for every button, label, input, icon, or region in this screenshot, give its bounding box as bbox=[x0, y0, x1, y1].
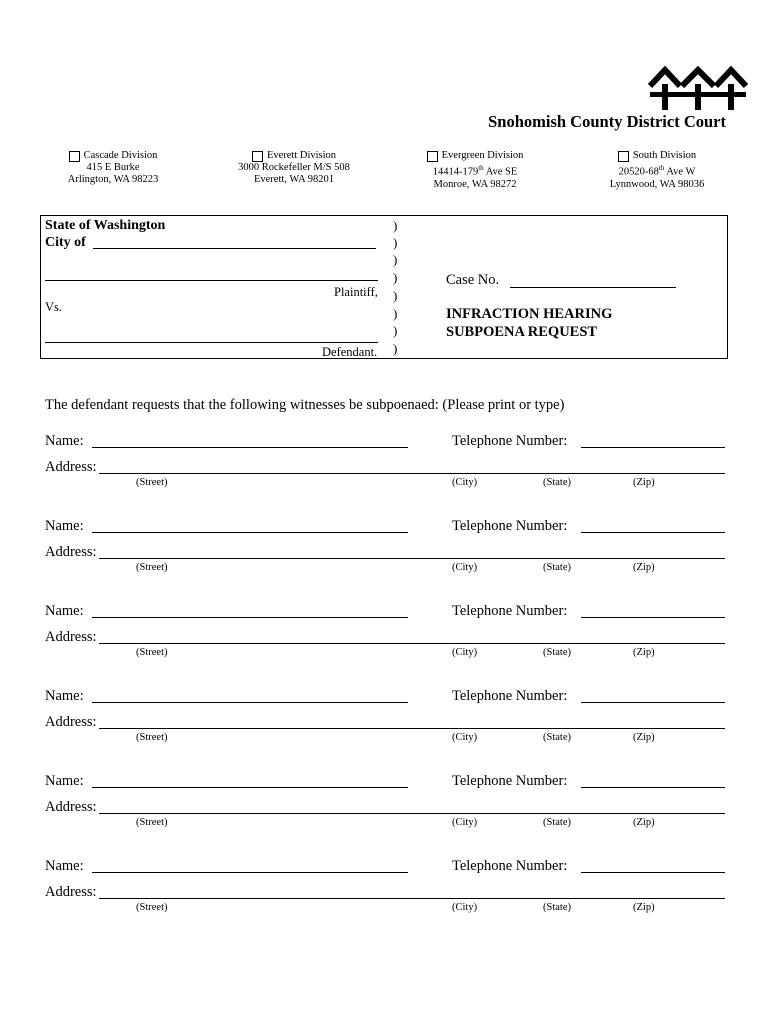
division-name: Everett Division bbox=[266, 150, 337, 161]
telephone-label: Telephone Number: bbox=[452, 773, 568, 789]
street-caption: (Street) bbox=[136, 647, 168, 658]
cascade-checkbox[interactable] bbox=[69, 151, 80, 162]
witness-telephone-field[interactable] bbox=[581, 702, 725, 703]
state-caption: (State) bbox=[543, 647, 571, 658]
case-no-field[interactable] bbox=[510, 287, 676, 288]
evergreen-checkbox[interactable] bbox=[427, 151, 438, 162]
court-name: Snohomish County District Court bbox=[488, 112, 726, 131]
zip-caption: (Zip) bbox=[633, 562, 655, 573]
address-label: Address: bbox=[45, 459, 97, 475]
city-caption: (City) bbox=[452, 817, 478, 828]
division-address2: Arlington, WA 98223 bbox=[67, 174, 159, 185]
city-caption: (City) bbox=[452, 647, 478, 658]
caption-paren: ) bbox=[393, 341, 398, 356]
city-caption: (City) bbox=[452, 562, 478, 573]
witness-telephone-field[interactable] bbox=[581, 532, 725, 533]
name-label: Name: bbox=[45, 688, 84, 704]
telephone-label: Telephone Number: bbox=[452, 688, 568, 704]
city-caption: (City) bbox=[452, 902, 478, 913]
street-caption: (Street) bbox=[136, 902, 168, 913]
division-address2: Monroe, WA 98272 bbox=[433, 178, 517, 190]
doc-title-line1: INFRACTION HEARING bbox=[446, 306, 613, 322]
plaintiff-field[interactable] bbox=[45, 280, 378, 281]
city-caption: (City) bbox=[452, 732, 478, 743]
state-caption: (State) bbox=[543, 562, 571, 573]
request-instructions: The defendant requests that the following witnesses be subpoenaed: (Please print or type) bbox=[45, 397, 565, 413]
state-caption: (State) bbox=[543, 817, 571, 828]
address-label: Address: bbox=[45, 799, 97, 815]
defendant-label: Defendant. bbox=[322, 345, 378, 359]
witness-telephone-field[interactable] bbox=[581, 447, 725, 448]
witness-name-field[interactable] bbox=[92, 617, 408, 618]
city-field[interactable] bbox=[93, 248, 376, 249]
state-caption: (State) bbox=[543, 902, 571, 913]
city-label: City of bbox=[45, 235, 86, 250]
division-address2: Everett, WA 98201 bbox=[253, 174, 334, 185]
zip-caption: (Zip) bbox=[633, 817, 655, 828]
caption-paren: ) bbox=[393, 270, 398, 285]
zip-caption: (Zip) bbox=[633, 647, 655, 658]
name-label: Name: bbox=[45, 433, 84, 449]
name-label: Name: bbox=[45, 773, 84, 789]
division-evergreen bbox=[412, 150, 538, 191]
division-address1: 14414-179th Ave SE bbox=[432, 164, 518, 178]
street-caption: (Street) bbox=[136, 562, 168, 573]
witness-address-field[interactable] bbox=[99, 898, 725, 899]
division-address1: 20520-68th Ave W bbox=[618, 164, 696, 178]
name-label: Name: bbox=[45, 603, 84, 619]
division-cascade bbox=[50, 150, 176, 186]
division-name: South Division bbox=[632, 150, 697, 161]
address-label: Address: bbox=[45, 629, 97, 645]
witness-name-field[interactable] bbox=[92, 872, 408, 873]
defendant-field[interactable] bbox=[45, 342, 378, 343]
witness-address-field[interactable] bbox=[99, 728, 725, 729]
street-caption: (Street) bbox=[136, 817, 168, 828]
witness-name-field[interactable] bbox=[92, 702, 408, 703]
zip-caption: (Zip) bbox=[633, 477, 655, 488]
witness-telephone-field[interactable] bbox=[581, 617, 725, 618]
telephone-label: Telephone Number: bbox=[452, 603, 568, 619]
plaintiff-label: Plaintiff, bbox=[334, 285, 378, 299]
witness-address-field[interactable] bbox=[99, 558, 725, 559]
name-label: Name: bbox=[45, 858, 84, 874]
division-address1: 3000 Rockefeller M/S 508 bbox=[238, 162, 350, 173]
zip-caption: (Zip) bbox=[633, 732, 655, 743]
caption-paren: ) bbox=[393, 252, 398, 267]
division-everett bbox=[222, 150, 366, 186]
caption-paren: ) bbox=[393, 306, 398, 321]
street-caption: (Street) bbox=[136, 477, 168, 488]
division-name: Cascade Division bbox=[83, 150, 158, 161]
telephone-label: Telephone Number: bbox=[452, 518, 568, 534]
state-caption: (State) bbox=[543, 732, 571, 743]
address-label: Address: bbox=[45, 884, 97, 900]
caption-paren: ) bbox=[393, 218, 398, 233]
witness-address-field[interactable] bbox=[99, 473, 725, 474]
division-name: Evergreen Division bbox=[441, 150, 524, 161]
witness-name-field[interactable] bbox=[92, 787, 408, 788]
witness-name-field[interactable] bbox=[92, 532, 408, 533]
witness-name-field[interactable] bbox=[92, 447, 408, 448]
division-south bbox=[596, 150, 718, 191]
division-address2: Lynnwood, WA 98036 bbox=[609, 178, 705, 190]
witness-address-field[interactable] bbox=[99, 643, 725, 644]
telephone-label: Telephone Number: bbox=[452, 433, 568, 449]
city-caption: (City) bbox=[452, 477, 478, 488]
caption-paren: ) bbox=[393, 323, 398, 338]
telephone-label: Telephone Number: bbox=[452, 858, 568, 874]
address-label: Address: bbox=[45, 714, 97, 730]
street-caption: (Street) bbox=[136, 732, 168, 743]
caption-paren: ) bbox=[393, 288, 398, 303]
witness-telephone-field[interactable] bbox=[581, 872, 725, 873]
caption-paren: ) bbox=[393, 235, 398, 250]
state-label: State of Washington bbox=[45, 218, 166, 233]
south-checkbox[interactable] bbox=[618, 151, 629, 162]
doc-title-line2: SUBPOENA REQUEST bbox=[446, 324, 598, 340]
witness-address-field[interactable] bbox=[99, 813, 725, 814]
vs-label: Vs. bbox=[45, 300, 63, 314]
zip-caption: (Zip) bbox=[633, 902, 655, 913]
division-address1: 415 E Burke bbox=[86, 162, 140, 173]
court-logo-icon bbox=[648, 64, 748, 110]
witness-telephone-field[interactable] bbox=[581, 787, 725, 788]
name-label: Name: bbox=[45, 518, 84, 534]
address-label: Address: bbox=[45, 544, 97, 560]
everett-checkbox[interactable] bbox=[252, 151, 263, 162]
state-caption: (State) bbox=[543, 477, 571, 488]
case-no-label: Case No. bbox=[446, 272, 500, 288]
